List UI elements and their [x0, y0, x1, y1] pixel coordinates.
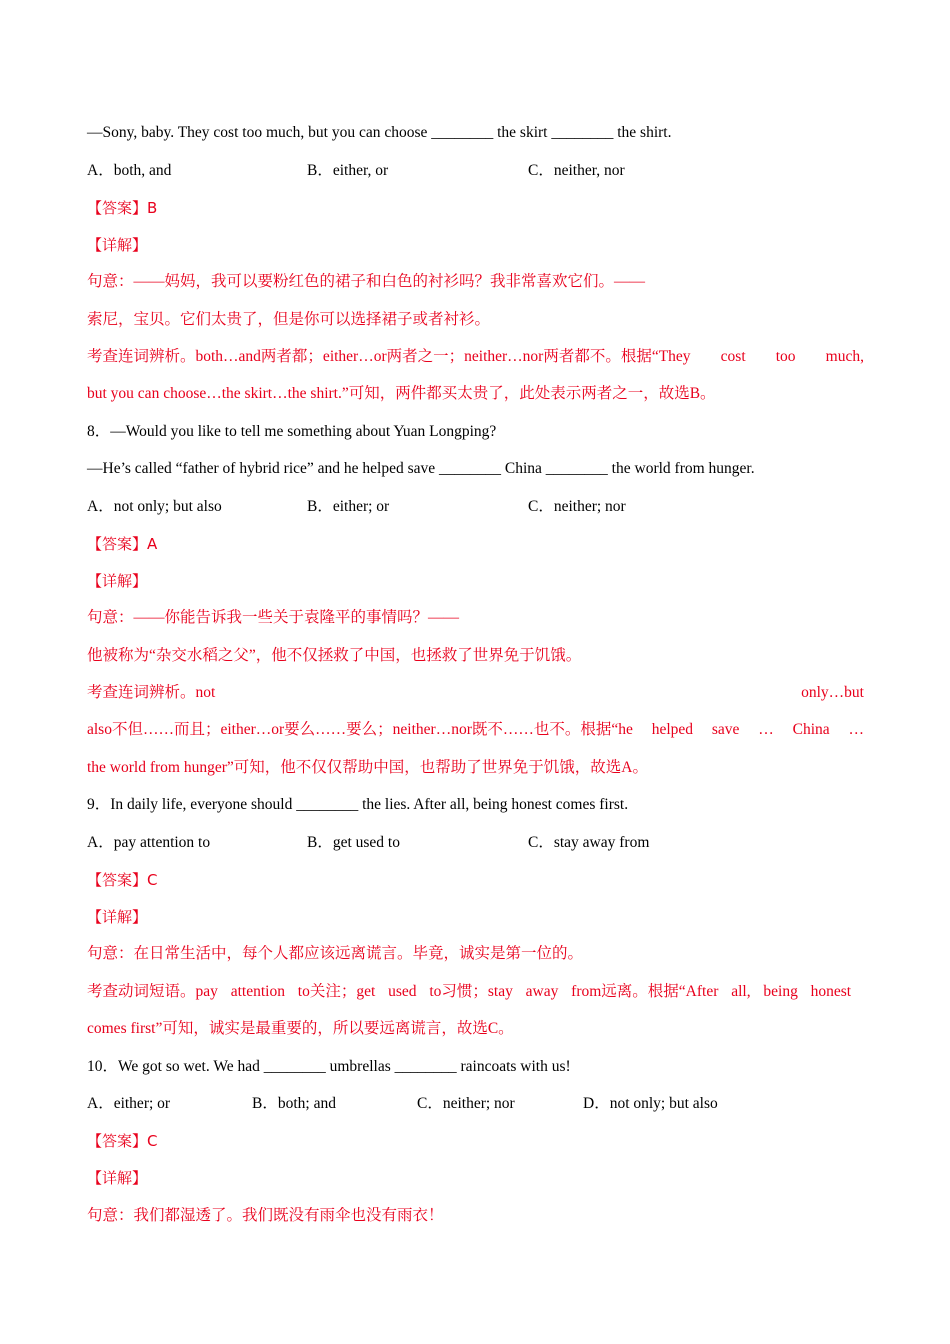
q9-option-a: A．pay attention to — [87, 834, 211, 851]
q9-analysis-word: used — [388, 983, 417, 1000]
q10-detail-label: 【详解】 — [87, 1169, 148, 1187]
q10-option-d: D．not only; but also — [583, 1095, 718, 1112]
q9-option-c: C．stay away from — [528, 834, 650, 851]
q8-analysis-word: … — [848, 721, 864, 738]
q8-option-a: A．not only; but also — [87, 498, 222, 515]
q7-option-c: C．neither, nor — [528, 162, 625, 179]
q10-meaning: 句意：我们都湿透了。我们既没有雨伞也没有雨衣！ — [87, 1207, 444, 1224]
q8-analysis-word: save — [711, 721, 740, 738]
q7-meaning-line-1: 句意：——妈妈，我可以要粉红色的裙子和白色的衬衫吗？我非常喜欢它们。—— — [87, 273, 646, 290]
q8-answer: 【答案】A — [87, 535, 158, 553]
q8-analysis-word: helped — [651, 721, 694, 738]
q9-analysis-word: all, — [731, 983, 751, 1000]
q9-analysis-word: away — [525, 983, 559, 1000]
q7-analysis-word: 考查连词辨析。both…and两者都；either…or两者之一；neither…nor两者都不。根据“They — [87, 348, 691, 365]
q9-analysis-word: being — [763, 983, 798, 1000]
q10-question: 10．We got so wet. We had ________ umbrellas ________ raincoats with us! — [87, 1058, 571, 1075]
q8-analysis-word: … — [758, 721, 774, 738]
q8-analysis-word: also不但……而且；either…or要么……要么；neither…nor既不……也不。根据“he — [87, 721, 633, 738]
q8-meaning-line-2: 他被称为“杂交水稻之父”，他不仅拯救了中国，也拯救了世界免于饥饿。 — [87, 647, 582, 664]
q9-analysis-word: from远离。根据“After — [571, 983, 719, 1000]
q8-analysis-line-1 — [87, 683, 864, 703]
q10-option-a: A．either; or — [87, 1095, 171, 1112]
q8-question: 8．—Would you like to tell me something about Yuan Longping? — [87, 423, 497, 440]
q10-answer: 【答案】C — [87, 1132, 158, 1150]
q9-meaning: 句意：在日常生活中，每个人都应该远离谎言。毕竟，诚实是第一位的。 — [87, 945, 584, 962]
q8-option-c: C．neither; nor — [528, 498, 626, 515]
q8-option-b: B．either; or — [307, 498, 390, 515]
q9-analysis-line-2: comes first”可知，诚实是最重要的，所以要远离谎言，故选C。 — [87, 1020, 514, 1037]
q10-option-c: C．neither; nor — [417, 1095, 515, 1112]
q8-question-line-2: —He’s called “father of hybrid rice” and he helped save ________ China ________ the world from hunger. — [87, 460, 755, 477]
q9-question: 9．In daily life, everyone should ________ the lies. After all, being honest comes first. — [87, 796, 629, 813]
q9-analysis-word: to关注；get — [297, 983, 376, 1000]
q7-analysis-word: cost — [720, 348, 746, 365]
q7-analysis-line-1 — [87, 347, 864, 367]
q8-analysis-line-2 — [87, 720, 864, 740]
q9-analysis-word: attention — [230, 983, 285, 1000]
q8-analysis-line-3: the world from hunger”可知，他不仅仅帮助中国，也帮助了世界免于饥饿，故选A。 — [87, 759, 648, 776]
q8-analysis-word: 考查连词辨析。not — [87, 684, 216, 701]
q9-analysis-line-1 — [87, 982, 864, 1002]
q8-meaning-line-1: 句意：——你能告诉我一些关于袁隆平的事情吗？—— — [87, 609, 460, 626]
q7-analysis-word: too — [775, 348, 796, 365]
q9-analysis-word: 考查动词短语。pay — [87, 983, 218, 1000]
q8-analysis-word: China — [792, 721, 830, 738]
q9-analysis-word: honest — [810, 983, 852, 1000]
q8-detail-label: 【详解】 — [87, 572, 148, 590]
q7-answer: 【答案】B — [87, 199, 158, 217]
q9-option-b: B．get used to — [307, 834, 400, 851]
q10-option-b: B．both; and — [252, 1095, 336, 1112]
q7-detail-label: 【详解】 — [87, 236, 148, 254]
q7-analysis-word: much, — [825, 348, 864, 365]
q7-analysis-line-2: but you can choose…the skirt…the shirt.”可知，两件都买太贵了，此处表示两者之一，故选B。 — [87, 385, 716, 402]
q7-option-b: B．either, or — [307, 162, 389, 179]
q7-option-a: A．both, and — [87, 162, 172, 179]
q7-question-line: —Sony, baby. They cost too much, but you can choose ________ the skirt ________ the shirt. — [87, 124, 672, 141]
q9-analysis-word: to习惯；stay — [429, 983, 513, 1000]
q8-analysis-word: only…but — [801, 684, 864, 701]
q7-meaning-line-2: 索尼，宝贝。它们太贵了，但是你可以选择裙子或者衬衫。 — [87, 311, 491, 328]
q9-detail-label: 【详解】 — [87, 908, 148, 926]
q9-answer: 【答案】C — [87, 871, 158, 889]
